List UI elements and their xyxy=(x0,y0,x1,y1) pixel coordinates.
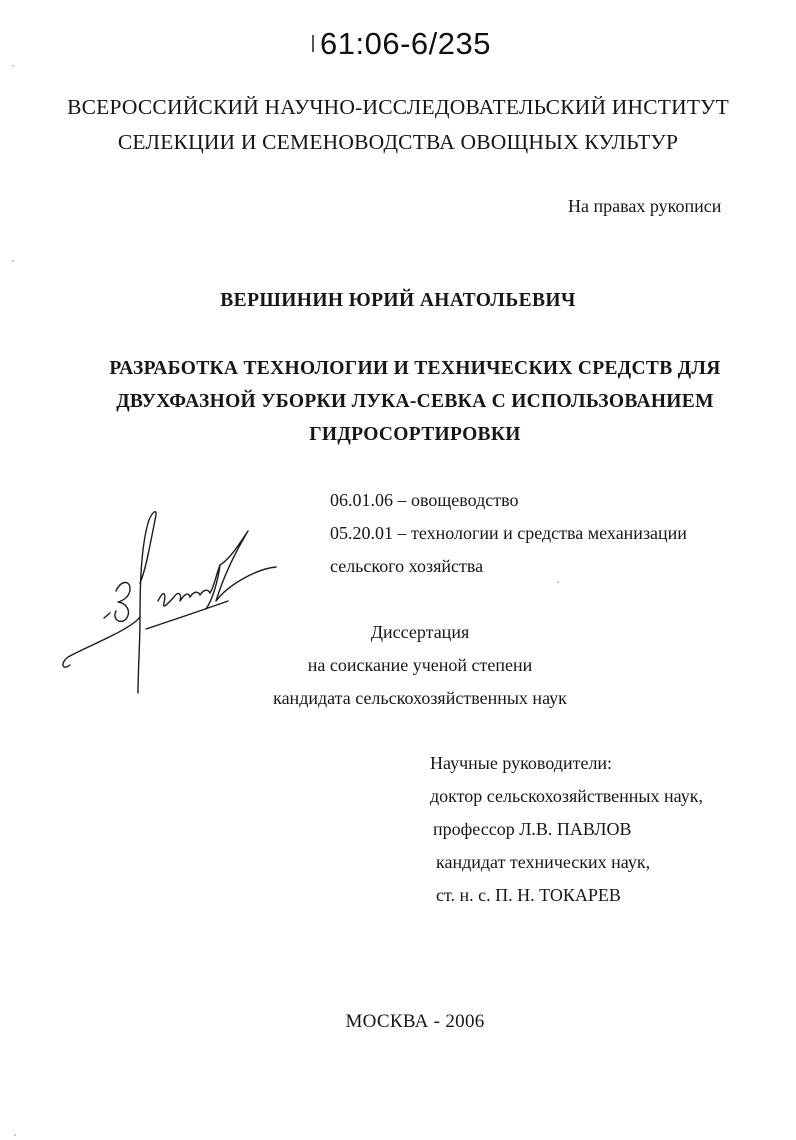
scan-speck xyxy=(12,260,14,262)
scan-speck xyxy=(12,65,14,67)
institute-name-line-1: ВСЕРОССИЙСКИЙ НАУЧНО-ИССЛЕДОВАТЕЛЬСКИЙ ИНСТИТУТ xyxy=(67,95,729,119)
catalog-number-text: 61:06-6/235 xyxy=(320,26,491,61)
catalog-mark xyxy=(312,35,314,52)
scan-speck xyxy=(557,581,559,583)
specialty-2: 05.20.01 – технологии и средства механизации xyxy=(330,523,687,543)
thesis-title-line-3: ГИДРОСОРТИРОВКИ xyxy=(309,424,521,445)
supervisor-2-name: ст. н. с. П. Н. ТОКАРЕВ xyxy=(436,885,621,905)
author-name: ВЕРШИНИН ЮРИЙ АНАТОЛЬЕВИЧ xyxy=(220,290,576,311)
supervisor-1-name: профессор Л.В. ПАВЛОВ xyxy=(433,819,632,839)
thesis-title-line-1: РАЗРАБОТКА ТЕХНОЛОГИИ И ТЕХНИЧЕСКИХ СРЕДСТВ ДЛЯ xyxy=(109,358,721,379)
thesis-title-line-2: ДВУХФАЗНОЙ УБОРКИ ЛУКА-СЕВКА С ИСПОЛЬЗОВАНИЕМ xyxy=(116,391,714,412)
signature xyxy=(60,505,290,695)
specialty-1: 06.01.06 – овощеводство xyxy=(330,490,519,510)
institute-name-line-2: СЕЛЕКЦИИ И СЕМЕНОВОДСТВА ОВОЩНЫХ КУЛЬТУР xyxy=(117,130,679,154)
specialty-2-continued: сельского хозяйства xyxy=(330,556,484,576)
degree-line-1: на соискание ученой степени xyxy=(307,655,533,675)
catalog-number xyxy=(312,26,491,62)
scan-speck xyxy=(14,1134,16,1136)
rights-note: На правах рукописи xyxy=(568,196,722,216)
supervisor-2-degree: кандидат технических наук, xyxy=(436,852,651,872)
dissertation-label: Диссертация xyxy=(370,622,470,642)
supervisors-heading: Научные руководители: xyxy=(430,753,613,773)
supervisor-1-degree: доктор сельскохозяйственных наук, xyxy=(430,786,703,806)
degree-line-2: кандидата сельскохозяйственных наук xyxy=(273,688,567,708)
city-year: МОСКВА - 2006 xyxy=(345,1011,485,1032)
